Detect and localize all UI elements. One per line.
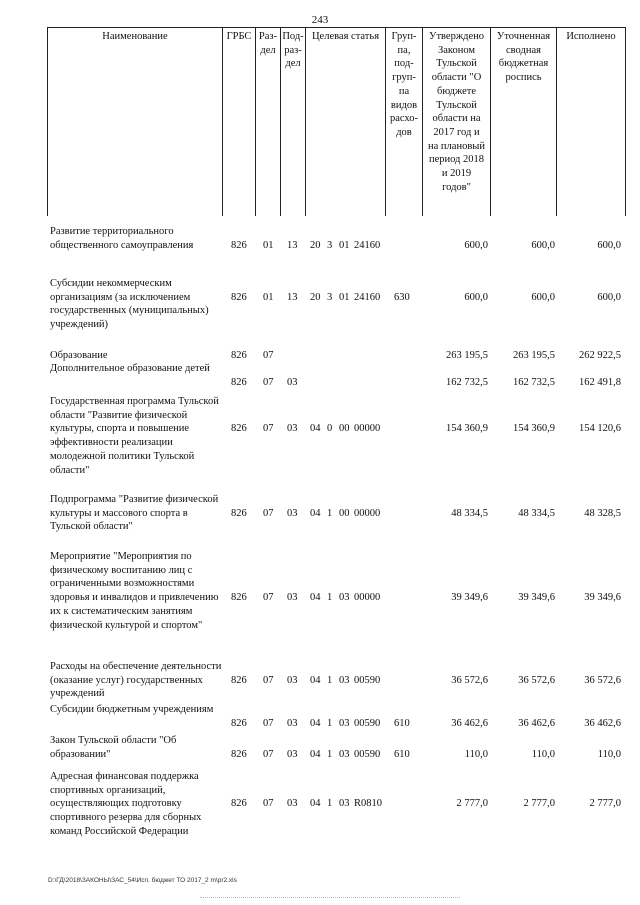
cell-revised: 600,0 (531, 239, 555, 251)
cell-revised: 2 777,0 (523, 798, 555, 810)
footer-divider (200, 897, 460, 899)
cell-grbs: 826 (231, 239, 247, 251)
cell-revised: 39 349,6 (518, 592, 555, 604)
cell-grbs: 826 (231, 592, 247, 604)
cell-executed: 600,0 (597, 291, 621, 303)
cell-revised: 36 572,6 (518, 674, 555, 686)
row-name: Подпрограмма "Развитие физической культуры и массового спорта в Тульской области" (50, 494, 219, 533)
cell-executed: 262 922,5 (579, 350, 621, 361)
cell-sub: 03 (287, 748, 298, 760)
cell-grp: 610 (394, 717, 410, 729)
cell-t2: 1 (327, 592, 333, 604)
cell-approved: 36 572,6 (451, 674, 488, 686)
cell-revised: 36 462,6 (518, 717, 555, 729)
cell-t2: 3 (327, 291, 333, 303)
cell-grbs: 826 (231, 717, 247, 729)
cell-sub: 13 (287, 291, 298, 303)
cell-executed: 110,0 (597, 748, 621, 760)
cell-approved: 110,0 (464, 748, 488, 760)
cell-t4: 00590 (354, 717, 381, 729)
cell-t4: 00590 (354, 748, 381, 760)
cell-revised: 110,0 (531, 748, 555, 760)
cell-grbs: 826 (231, 423, 247, 435)
cell-executed: 600,0 (597, 239, 621, 251)
cell-revised: 162 732,5 (513, 376, 555, 388)
cell-sec: 07 (263, 717, 274, 729)
row-name: Развитие территориального общественного самоуправления (50, 226, 194, 251)
cell-t2: 1 (327, 507, 333, 519)
cell-grbs: 826 (231, 376, 247, 388)
cell-approved: 2 777,0 (456, 798, 488, 810)
cell-t1: 20 (310, 239, 321, 251)
cell-approved: 263 195,5 (446, 350, 488, 361)
cell-revised: 263 195,5 (513, 350, 555, 361)
cell-t4: 00000 (354, 423, 381, 435)
cell-grbs: 826 (231, 674, 247, 686)
row-name: Образование (50, 350, 108, 361)
cell-grbs: 826 (231, 798, 247, 810)
cell-grbs: 826 (231, 350, 247, 361)
cell-executed: 48 328,5 (584, 507, 621, 519)
cell-approved: 48 334,5 (451, 507, 488, 519)
cell-executed: 162 491,8 (579, 376, 621, 388)
cell-t2: 0 (327, 423, 333, 435)
cell-t2: 1 (327, 798, 333, 810)
cell-approved: 39 349,6 (451, 592, 488, 604)
cell-t2: 1 (327, 674, 333, 686)
cell-t4: 00000 (354, 592, 381, 604)
row-name: Расходы на обеспечение деятельности (оказание услуг) государственных учреждений (50, 661, 222, 700)
cell-approved: 154 360,9 (446, 423, 488, 435)
row-name: Дополнительное образование детей (50, 363, 210, 374)
cell-grbs: 826 (231, 507, 247, 519)
cell-sub: 03 (287, 507, 298, 519)
cell-t1: 04 (310, 507, 321, 519)
header-expense-group: Груп- па, под- груп- па видов расхо- дов (385, 28, 422, 216)
cell-t2: 3 (327, 239, 333, 251)
header-grbs: ГРБС (222, 28, 255, 216)
cell-grp: 610 (394, 748, 410, 760)
cell-sec: 07 (263, 798, 274, 810)
cell-executed: 2 777,0 (589, 798, 621, 810)
cell-t1: 04 (310, 717, 321, 729)
cell-t3: 03 (339, 798, 350, 810)
cell-sec: 01 (263, 291, 274, 303)
cell-t4: 24160 (354, 291, 381, 303)
cell-sec: 07 (263, 350, 274, 361)
cell-executed: 36 462,6 (584, 717, 621, 729)
header-approved: Утверждено Законом Тульской области "О бюджете Тульской области на 2017 год и на плановый период 2018 и 2019 годов" (422, 28, 490, 216)
cell-sec: 07 (263, 507, 274, 519)
cell-approved: 600,0 (464, 291, 488, 303)
cell-executed: 36 572,6 (584, 674, 621, 686)
header-revised: Уточненная сводная бюджетная роспись (490, 28, 556, 216)
cell-sec: 07 (263, 674, 274, 686)
cell-revised: 600,0 (531, 291, 555, 303)
cell-t4: 00000 (354, 507, 381, 519)
cell-t3: 03 (339, 674, 350, 686)
cell-t1: 04 (310, 674, 321, 686)
cell-t1: 20 (310, 291, 321, 303)
cell-executed: 154 120,6 (579, 423, 621, 435)
cell-sub: 03 (287, 798, 298, 810)
cell-t3: 01 (339, 239, 350, 251)
header-section: Раз- дел (255, 28, 280, 216)
cell-sec: 07 (263, 748, 274, 760)
cell-t1: 04 (310, 423, 321, 435)
row-name: Субсидии некоммерческим организациям (за исключением государственных (муниципальных) учреждений) (50, 278, 209, 331)
cell-t3: 03 (339, 717, 350, 729)
row-name: Адресная финансовая поддержка спортивных организаций, осуществляющих подготовку спортивного резерва для сборных команд Российской Федерации (50, 771, 202, 837)
cell-t3: 03 (339, 592, 350, 604)
cell-t3: 00 (339, 423, 350, 435)
cell-t3: 01 (339, 291, 350, 303)
cell-grp: 630 (394, 291, 410, 303)
cell-approved: 36 462,6 (451, 717, 488, 729)
cell-executed: 39 349,6 (584, 592, 621, 604)
cell-t3: 03 (339, 748, 350, 760)
cell-t4: R0810 (354, 798, 383, 810)
header-executed: Исполнено (556, 28, 626, 216)
cell-t4: 24160 (354, 239, 381, 251)
table-header (47, 27, 626, 216)
header-target-article: Целевая статья (305, 28, 385, 216)
row-name: Субсидии бюджетным учреждениям (50, 704, 214, 715)
cell-sec: 07 (263, 423, 274, 435)
cell-t2: 1 (327, 717, 333, 729)
row-name: Закон Тульской области "Об образовании" (50, 735, 177, 760)
row-name: Мероприятие "Мероприятия по физическому воспитанию лиц с ограниченными возможностями здоровья и инвалидов и привлечению их к систематическим занятиям физической культурой и спортом" (50, 551, 219, 631)
cell-t1: 04 (310, 592, 321, 604)
cell-t2: 1 (327, 748, 333, 760)
cell-t1: 04 (310, 798, 321, 810)
cell-sub: 13 (287, 239, 298, 251)
cell-sub: 03 (287, 674, 298, 686)
page-number: 243 (311, 14, 329, 26)
cell-sec: 07 (263, 592, 274, 604)
cell-t3: 00 (339, 507, 350, 519)
cell-sec: 01 (263, 239, 274, 251)
cell-grbs: 826 (231, 291, 247, 303)
cell-sec: 07 (263, 376, 274, 388)
cell-sub: 03 (287, 592, 298, 604)
cell-revised: 48 334,5 (518, 507, 555, 519)
cell-t1: 04 (310, 748, 321, 760)
cell-sub: 03 (287, 423, 298, 435)
cell-approved: 162 732,5 (446, 376, 488, 388)
cell-sub: 03 (287, 717, 298, 729)
cell-sub: 03 (287, 376, 298, 388)
file-path-footer: D:\ГД\2018\ЗАКОНЫ\ЗАС_54\Исп. бюджет ТО 2017_2 m\pr2.xls (48, 877, 237, 884)
cell-grbs: 826 (231, 748, 247, 760)
header-name: Наименование (47, 28, 222, 216)
cell-approved: 600,0 (464, 239, 488, 251)
header-subsection: Под- раз- дел (280, 28, 305, 216)
row-name: Государственная программа Тульской области "Развитие физической культуры, спорта и повышение эффективности реализации молодежной политики Тульской области" (50, 396, 219, 476)
cell-revised: 154 360,9 (513, 423, 555, 435)
cell-t4: 00590 (354, 674, 381, 686)
